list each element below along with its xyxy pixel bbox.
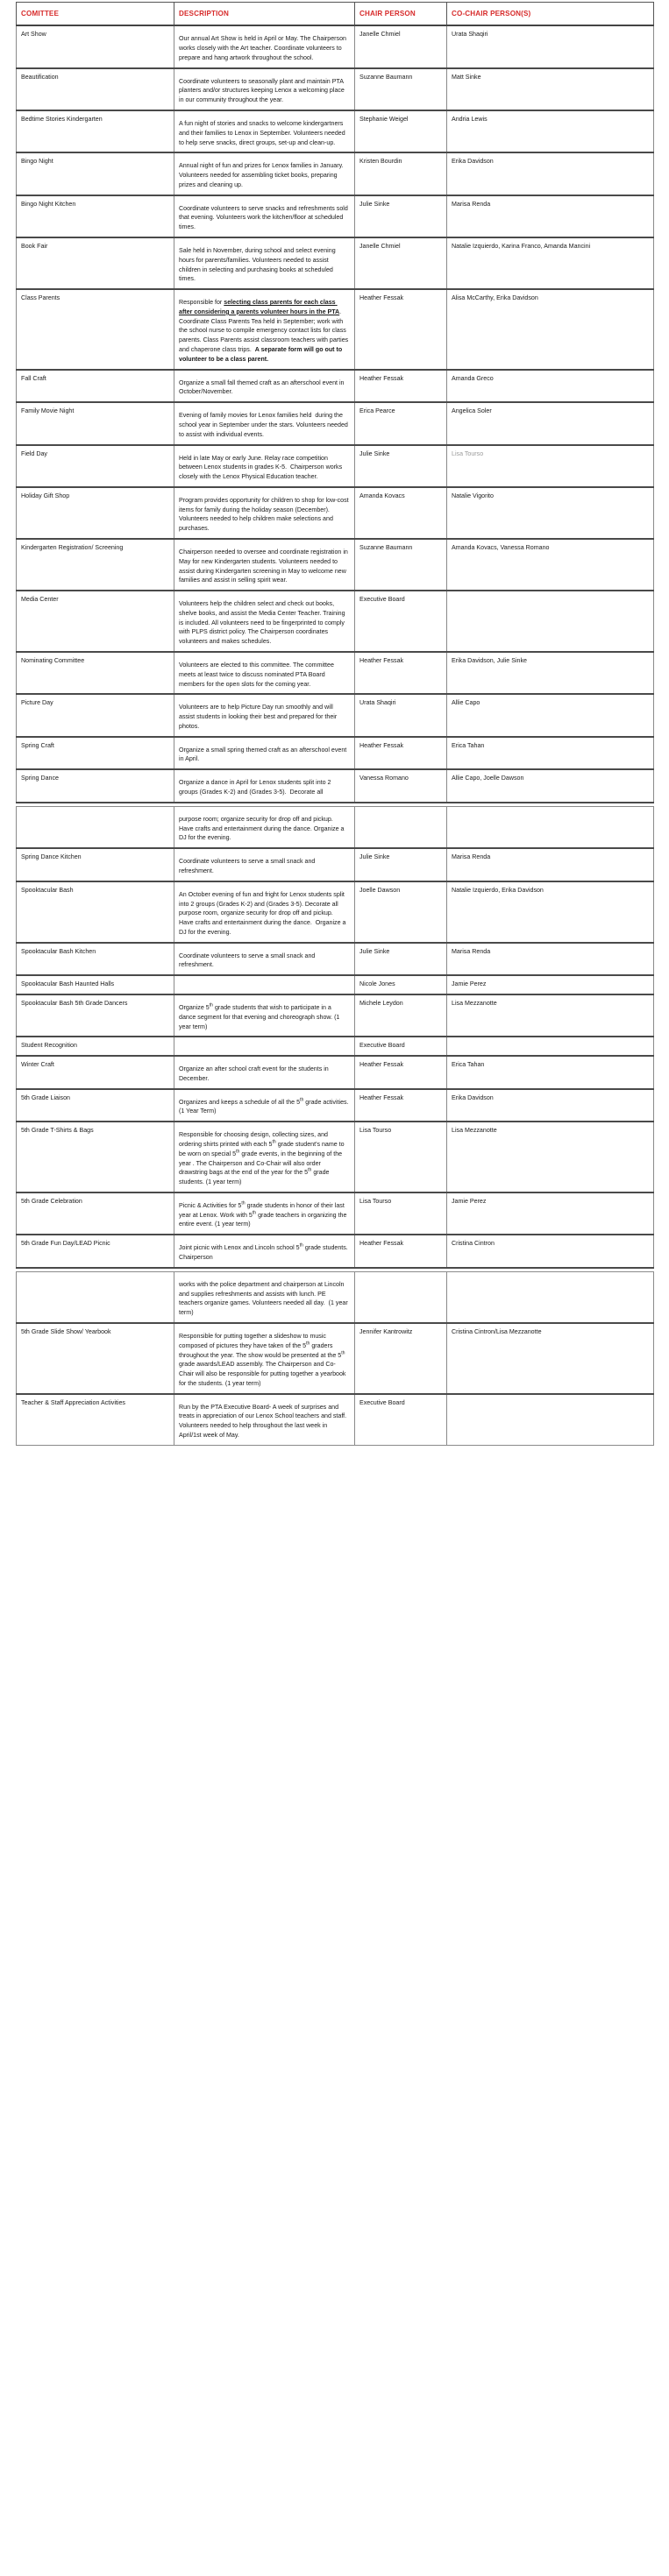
cell-co-chair-person (447, 110, 654, 152)
committee-description: Sale held in November, during school and select evening hours for parents/families. Volunteers needed to assist children in selecting and purchasing books at scheduled times. (179, 247, 338, 283)
committee-name: Bingo Night (21, 158, 53, 166)
chair-person-name: Lisa Tourso (359, 1127, 392, 1135)
cell-description (174, 402, 355, 444)
co-chair-person-name: Erika Davidson (452, 158, 494, 166)
chair-person-name: Heather Fessak (359, 1093, 404, 1101)
cell-co-chair-person (447, 539, 654, 591)
table-row (17, 445, 654, 487)
co-chair-person-name: Amanda Kovacs, Vanessa Romano (452, 543, 550, 551)
committee-description: purpose room; organize security for drop off and pickup. Have crafts and entertainment during the dance. Organize a DJ for the evening. (179, 815, 346, 842)
committee-name: Bingo Night Kitchen (21, 200, 76, 208)
committee-description: Responsible for putting together a slideshow to music composed of pictures they have taken of the 5th graders throughout the year. The show would be presented at the 5th grade awards/LEAD assembly. The Chairperson and Co-Chair will also be responsible for putting together a yearbook for the students. (1 year term) (179, 1332, 348, 1387)
committee-description: Our annual Art Show is held in April or May. The Chairperson works closely with the Art teacher. Coordinate volunteers to prepare and hang artwork throughout the school. (179, 35, 348, 61)
cell-co-chair-person (447, 806, 654, 848)
cell-co-chair-person (447, 487, 654, 539)
cell-committee (17, 806, 174, 848)
cell-chair-person (355, 110, 447, 152)
cell-chair-person (355, 591, 447, 652)
committee-name: Spooktacular Bash Haunted Halls (21, 980, 115, 988)
committee-description: Evening of family movies for Lenox families held during the school year in September under the stars. Volunteers needed to assist with individual events. (179, 412, 350, 438)
co-chair-person-name: Allie Capo (452, 699, 480, 707)
cell-co-chair-person (447, 25, 654, 67)
committee-name: Holiday Gift Shop (21, 492, 70, 499)
committee-name: Family Movie Night (21, 407, 75, 415)
table-row (17, 237, 654, 289)
committee-description: Joint picnic with Lenox and Lincoln school 5th grade students. Chairperson (179, 1242, 350, 1262)
cell-chair-person (355, 1089, 447, 1122)
cell-committee (17, 1235, 174, 1268)
cell-co-chair-person (447, 943, 654, 976)
committee-description: Volunteers are elected to this committee. The committee meets at least twice to discuss nominated PTA Board members for the open slots for the coming year. (179, 662, 336, 688)
table-row (17, 1122, 654, 1192)
chair-person-name: Heather Fessak (359, 294, 404, 302)
committee-name: Spring Dance Kitchen (21, 853, 82, 861)
committee-description: A fun night of stories and snacks to welcome kindergartners and their families to Lenox in September. Volunteers needed to help serve snacks, direct groups, set-up and clean-up. (179, 119, 347, 146)
table-row (17, 1394, 654, 1446)
cell-committee (17, 652, 174, 694)
co-chair-person-name: Allie Capo, Joelle Dawson (452, 775, 524, 782)
table-row (17, 1056, 654, 1089)
table-row (17, 289, 654, 369)
table-row (17, 769, 654, 803)
cell-committee (17, 195, 174, 237)
committee-name: Field Day (21, 449, 47, 457)
cell-description (174, 994, 355, 1037)
cell-co-chair-person (447, 402, 654, 444)
committee-name: Class Parents (21, 294, 60, 302)
cell-chair-person (355, 1235, 447, 1268)
committee-name: Spooktacular Bash Kitchen (21, 947, 96, 955)
cell-description (174, 1271, 355, 1323)
committee-name: Spring Dance (21, 775, 59, 782)
committee-description: Organize an after school craft event for the students in December. (179, 1065, 331, 1082)
committee-name: Beautification (21, 73, 59, 81)
co-chair-person-name: Erika Davidson, Julie Sinke (452, 657, 527, 665)
committee-name: Nominating Committee (21, 657, 85, 665)
cell-co-chair-person (447, 975, 654, 994)
table-row (17, 1192, 654, 1235)
cell-co-chair-person (447, 1037, 654, 1056)
committee-description: Organize 5th grade students that wish to participate in a dance segment for that evening and choreograph show. (1 year term) (179, 1002, 342, 1030)
cell-description (174, 1235, 355, 1268)
co-chair-person-name: Lisa Mezzanotte (452, 1127, 497, 1135)
cell-description (174, 652, 355, 694)
co-chair-person-name: Jamie Perez (452, 1197, 487, 1205)
cell-committee (17, 370, 174, 403)
committee-name: 5th Grade T-Shirts & Bags (21, 1127, 94, 1135)
cell-chair-person (355, 1394, 447, 1446)
cell-description (174, 445, 355, 487)
table-row (17, 848, 654, 881)
committee-name: Teacher & Staff Appreciation Activities (21, 1398, 125, 1406)
co-chair-person-name: Marisa Renda (452, 853, 491, 861)
committee-description: Volunteers help the children select and check out books, shelve books, and assist the Media Center Teacher. Training is included. All volunteers need to be fingerprinted to comply with PLPS district policy. The Chairperson coordinates volunteers and makes schedules. (179, 600, 347, 646)
committee-description: Coordinate volunteers to seasonally plant and maintain PTA planters and/or structures keeping Lenox a welcoming place in our community throughout the year. (179, 77, 346, 104)
cell-description (174, 1089, 355, 1122)
committee-description: Annual night of fun and prizes for Lenox families in January. Volunteers needed for assembling ticket books, preparing prizes and cleaning up. (179, 162, 345, 188)
cell-co-chair-person (447, 152, 654, 195)
cell-co-chair-person (447, 769, 654, 803)
chair-person-name: Kristen Bourdin (359, 158, 402, 166)
co-chair-person-name: Alisa McCarthy, Erika Davidson (452, 294, 538, 302)
committee-description: Coordinate volunteers to serve a small snack and refreshment. (179, 952, 317, 969)
cell-co-chair-person (447, 1122, 654, 1192)
cell-co-chair-person (447, 1056, 654, 1089)
table-row (17, 881, 654, 943)
table-row (17, 652, 654, 694)
cell-committee (17, 1394, 174, 1446)
chair-person-name: Executive Board (359, 596, 405, 604)
cell-committee (17, 402, 174, 444)
table-header (17, 3, 654, 26)
chair-person-name: Julie Sinke (359, 947, 390, 955)
committee-description: Picnic & Activities for 5th grade students in honor of their last year at Lenox. Work with 5th grade teachers in organizing the entire event. (1 year term) (179, 1200, 349, 1228)
column-header-description: DESCRIPTION (174, 3, 355, 26)
chair-person-name: Michele Leydon (359, 999, 403, 1007)
table-row (17, 943, 654, 976)
cell-description (174, 1056, 355, 1089)
co-chair-person-name: Urata Shaqiri (452, 31, 488, 39)
co-chair-person-name: Matt Sinke (452, 73, 481, 81)
committee-description: Organize a small fall themed craft as an afterschool event in October/November. (179, 379, 346, 396)
cell-description (174, 152, 355, 195)
co-chair-person-name: Angelica Soler (452, 407, 492, 415)
committee-name: 5th Grade Liaison (21, 1093, 70, 1101)
chair-person-name: Julie Sinke (359, 853, 390, 861)
table-row (17, 195, 654, 237)
table-body (17, 25, 654, 1445)
cell-description (174, 25, 355, 67)
cell-committee (17, 289, 174, 369)
chair-person-name: Vanessa Romano (359, 775, 409, 782)
cell-co-chair-person (447, 445, 654, 487)
co-chair-person-name: Amanda Greco (452, 374, 494, 382)
cell-chair-person (355, 975, 447, 994)
committee-description: Volunteers are to help Picture Day run smoothly and will assist students in looking their best and prepared for their photos. (179, 704, 339, 730)
column-header-co-chair-person: CO-CHAIR PERSON(S) (447, 3, 654, 26)
cell-committee (17, 68, 174, 110)
cell-chair-person (355, 195, 447, 237)
cell-co-chair-person (447, 652, 654, 694)
chair-person-name: Heather Fessak (359, 1061, 404, 1069)
committee-name: Picture Day (21, 699, 53, 707)
cell-description (174, 237, 355, 289)
table-row (17, 975, 654, 994)
co-chair-person-name: Natalie Vigorito (452, 492, 494, 499)
cell-co-chair-person (447, 195, 654, 237)
chair-person-name: Jennifer Kantrowitz (359, 1327, 413, 1335)
column-header-committee: COMITTEE (17, 3, 174, 26)
committee-description: Run by the PTA Executive Board- A week of surprises and treats in appreciation of our Lenox School teachers and staff. Volunteers needed to help throughout the last week in April/1st week of May. (179, 1403, 349, 1439)
table-row (17, 370, 654, 403)
cell-committee (17, 487, 174, 539)
cell-chair-person (355, 25, 447, 67)
chair-person-name: Janelle Chmiel (359, 31, 401, 39)
cell-committee (17, 1037, 174, 1056)
co-chair-person-name: Cristina Cintron/Lisa Mezzanotte (452, 1327, 542, 1335)
column-header-chair-person: CHAIR PERSON (355, 3, 447, 26)
co-chair-person-name: Marisa Renda (452, 947, 491, 955)
committee-name: Student Recognition (21, 1042, 77, 1050)
committee-name: Bedtime Stories Kindergarten (21, 115, 103, 123)
committee-description: Organize a dance in April for Lenox students split into 2 groups (Grades K-2) and (Grades 3-5). Decorate all (179, 779, 333, 796)
cell-chair-person (355, 539, 447, 591)
cell-co-chair-person (447, 1323, 654, 1394)
committee-name: Kindergarten Registration/ Screening (21, 543, 124, 551)
committee-description: works with the police department and chairperson at Lincoln and supplies refreshments and assists with lunch. PE teachers organize games. Volunteers needed all day. (1 year term) (179, 1280, 350, 1317)
chair-person-name: Amanda Kovacs (359, 492, 405, 499)
committee-name: Spooktacular Bash (21, 886, 74, 894)
committee-name: 5th Grade Celebration (21, 1197, 82, 1205)
cell-co-chair-person (447, 1394, 654, 1446)
cell-description (174, 1122, 355, 1192)
cell-co-chair-person (447, 737, 654, 770)
cell-committee (17, 1056, 174, 1089)
committee-name: 5th Grade Slide Show/ Yearbook (21, 1327, 111, 1335)
cell-committee (17, 694, 174, 736)
cell-description (174, 539, 355, 591)
committee-name: Fall Craft (21, 374, 46, 382)
cell-committee (17, 737, 174, 770)
cell-chair-person (355, 152, 447, 195)
cell-chair-person (355, 806, 447, 848)
committee-description: Coordinate volunteers to serve a small snack and refreshment. (179, 858, 317, 874)
chair-person-name: Heather Fessak (359, 374, 404, 382)
table-row (17, 110, 654, 152)
cell-co-chair-person (447, 1192, 654, 1235)
cell-co-chair-person (447, 370, 654, 403)
table-row (17, 694, 654, 736)
cell-description (174, 1323, 355, 1394)
cell-chair-person (355, 370, 447, 403)
chair-person-name: Janelle Chmiel (359, 243, 401, 251)
cell-committee (17, 769, 174, 803)
cell-chair-person (355, 289, 447, 369)
cell-committee (17, 1089, 174, 1122)
cell-co-chair-person (447, 848, 654, 881)
co-chair-person-name: Jamie Perez (452, 980, 487, 988)
table-row (17, 1037, 654, 1056)
chair-person-name: Executive Board (359, 1042, 405, 1050)
table-row (17, 152, 654, 195)
cell-co-chair-person (447, 994, 654, 1037)
committee-description: Program provides opportunity for children to shop for low-cost items for family during the holiday season (December). Volunteers needed to help children make selections and purchases. (179, 496, 351, 533)
cell-chair-person (355, 237, 447, 289)
table-row (17, 1323, 654, 1394)
cell-chair-person (355, 881, 447, 943)
cell-description (174, 943, 355, 976)
cell-chair-person (355, 487, 447, 539)
chair-person-name: Julie Sinke (359, 449, 390, 457)
cell-co-chair-person (447, 591, 654, 652)
committee-description: Held in late May or early June. Relay race competition between Lenox students in grades K-5. Chairperson works closely with the Lenox Physical Education teacher. (179, 454, 345, 481)
cell-committee (17, 1122, 174, 1192)
cell-committee (17, 1323, 174, 1394)
committee-description: An October evening of fun and fright for Lenox students split into 2 groups (Grades K-2) and (Grades 3-5). Decorate all purpose room, organize security for drop off and pickup. Have crafts and entertainment during the dance. Organize a DJ for the evening. (179, 890, 348, 936)
cell-chair-person (355, 402, 447, 444)
cell-committee (17, 591, 174, 652)
cell-description (174, 769, 355, 803)
committee-description: Chairperson needed to oversee and coordinate registration in May for new Kindergarten students. Volunteers needed to assist during Kindergarten screening in May to welcome new families and assist in selling spirit wear. (179, 548, 350, 584)
cell-committee (17, 881, 174, 943)
chair-person-name: Executive Board (359, 1398, 405, 1406)
cell-co-chair-person (447, 694, 654, 736)
cell-committee (17, 110, 174, 152)
co-chair-person-name: Lisa Tourso (452, 449, 484, 457)
table-row (17, 737, 654, 770)
cell-chair-person (355, 994, 447, 1037)
cell-description (174, 289, 355, 369)
cell-co-chair-person (447, 1235, 654, 1268)
chair-person-name: Nicole Jones (359, 980, 395, 988)
cell-description (174, 487, 355, 539)
chair-person-name: Urata Shaqiri (359, 699, 396, 707)
cell-description (174, 694, 355, 736)
cell-description (174, 370, 355, 403)
table-row (17, 539, 654, 591)
cell-committee (17, 994, 174, 1037)
cell-co-chair-person (447, 289, 654, 369)
committee-name: Spring Craft (21, 741, 54, 749)
committee-name: Winter Craft (21, 1061, 54, 1069)
co-chair-person-name: Natalie Izquierdo, Karina Franco, Amanda Mancini (452, 243, 591, 251)
chair-person-name: Julie Sinke (359, 200, 390, 208)
cell-committee (17, 445, 174, 487)
cell-chair-person (355, 769, 447, 803)
chair-person-name: Lisa Tourso (359, 1197, 392, 1205)
cell-co-chair-person (447, 237, 654, 289)
cell-description (174, 1037, 355, 1056)
cell-description (174, 195, 355, 237)
chair-person-name: Heather Fessak (359, 657, 404, 665)
cell-description (174, 737, 355, 770)
chair-person-name: Heather Fessak (359, 741, 404, 749)
cell-committee (17, 975, 174, 994)
cell-description (174, 881, 355, 943)
cell-co-chair-person (447, 1271, 654, 1323)
co-chair-person-name: Erika Davidson (452, 1093, 494, 1101)
committee-description: Coordinate volunteers to serve snacks and refreshments sold that evening. Volunteers work the kitchen/floor at scheduled times. (179, 204, 350, 231)
cell-co-chair-person (447, 68, 654, 110)
cell-committee (17, 237, 174, 289)
committee-name: 5th Grade Fun Day/LEAD Picnic (21, 1240, 110, 1248)
cell-chair-person (355, 1323, 447, 1394)
cell-description (174, 1192, 355, 1235)
table-row (17, 25, 654, 67)
table-row (17, 1089, 654, 1122)
committee-description: Organizes and keeps a schedule of all the 5th grade activities. (1 Year Term) (179, 1097, 351, 1115)
cell-co-chair-person (447, 881, 654, 943)
table-row (17, 1271, 654, 1323)
committee-description: Responsible for choosing design, collecting sizes, and ordering shirts printed with each 5th grade student's name to be worn on special 5th grade events, in the beginning of the year . The Chairperson and Co-Chair will also order drawstring bags at the end of the year for the 5th grade students. (1 year term) (179, 1131, 346, 1186)
cell-description (174, 806, 355, 848)
committee-name: Book Fair (21, 243, 48, 251)
cell-committee (17, 943, 174, 976)
cell-chair-person (355, 694, 447, 736)
committee-name: Art Show (21, 31, 46, 39)
co-chair-person-name: Cristina Cintron (452, 1240, 495, 1248)
cell-chair-person (355, 445, 447, 487)
co-chair-person-name: Erica Tahan (452, 741, 485, 749)
cell-chair-person (355, 1192, 447, 1235)
cell-chair-person (355, 68, 447, 110)
cell-chair-person (355, 1037, 447, 1056)
table-row (17, 591, 654, 652)
cell-chair-person (355, 652, 447, 694)
table-row (17, 806, 654, 848)
cell-description (174, 68, 355, 110)
cell-committee (17, 25, 174, 67)
co-chair-person-name: Lisa Mezzanotte (452, 999, 497, 1007)
cell-description (174, 848, 355, 881)
cell-committee (17, 1192, 174, 1235)
chair-person-name: Joelle Dawson (359, 886, 401, 894)
cell-chair-person (355, 737, 447, 770)
committee-description: Organize a small spring themed craft as an afterschool event in April. (179, 746, 349, 763)
cell-description (174, 591, 355, 652)
header-row (17, 3, 654, 26)
committee-description: Responsible for selecting class parents for each class after considering a parents volunteer hours in the PTA. Coordinate Class Parents Tea held in September; work with the school nurse to compile emergency contact lists for class parents. Class Parents assist classroom teachers with parties and chaperone class trips. A separate form will go out to volunteer to be a class parent. (179, 299, 351, 363)
cell-chair-person (355, 1271, 447, 1323)
cell-chair-person (355, 1056, 447, 1089)
cell-chair-person (355, 848, 447, 881)
committee-name: Media Center (21, 596, 59, 604)
table-row (17, 402, 654, 444)
cell-committee (17, 848, 174, 881)
committee-table (16, 2, 654, 1446)
cell-description (174, 1394, 355, 1446)
committee-name: Spooktacular Bash 5th Grade Dancers (21, 999, 128, 1007)
chair-person-name: Erica Pearce (359, 407, 395, 415)
chair-person-name: Suzanne Baumann (359, 543, 413, 551)
co-chair-person-name: Marisa Renda (452, 200, 491, 208)
co-chair-person-name: Natalie Izquierdo, Erika Davidson (452, 886, 544, 894)
table-row (17, 994, 654, 1037)
table-row (17, 68, 654, 110)
table-row (17, 487, 654, 539)
chair-person-name: Heather Fessak (359, 1240, 404, 1248)
cell-committee (17, 152, 174, 195)
cell-description (174, 110, 355, 152)
chair-person-name: Stephanie Weigel (359, 115, 409, 123)
cell-co-chair-person (447, 1089, 654, 1122)
co-chair-person-name: Andria Lewis (452, 115, 488, 123)
cell-chair-person (355, 1122, 447, 1192)
cell-committee (17, 539, 174, 591)
cell-committee (17, 1271, 174, 1323)
co-chair-person-name: Erica Tahan (452, 1061, 485, 1069)
cell-chair-person (355, 943, 447, 976)
table-row (17, 1235, 654, 1268)
cell-description (174, 975, 355, 994)
chair-person-name: Suzanne Baumann (359, 73, 413, 81)
